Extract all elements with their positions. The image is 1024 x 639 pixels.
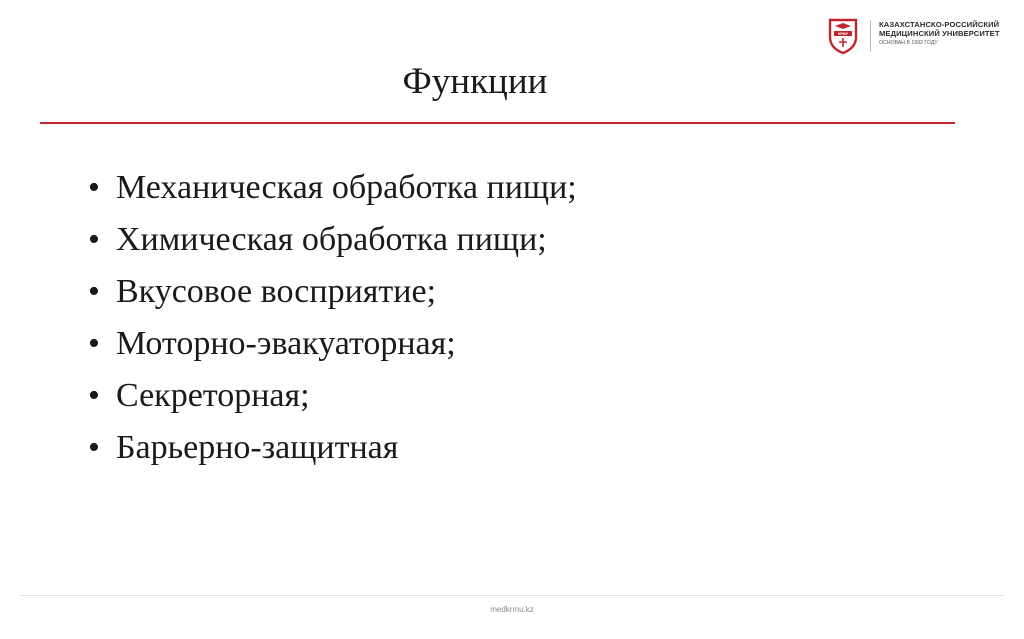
list-item [88,370,577,422]
bullet-icon: • [88,429,100,466]
slide-title: Функции [402,61,548,102]
title-underline [40,122,955,124]
list-item [88,266,577,318]
list-item [88,214,577,266]
university-name-line1: КАЗАХСТАНСКО-РОССИЙСКИЙ [879,20,1000,29]
university-name [879,20,1019,38]
university-logo [826,17,1016,61]
list-item-text: Моторно-эвакуаторная; [116,325,456,362]
list-item-text: Вкусовое восприятие; [116,273,437,310]
list-item-text: Барьерно-защитная [116,429,399,466]
list-item [88,422,577,474]
logo-divider [870,20,871,52]
bullet-icon: • [88,273,100,310]
university-name-line2: МЕДИЦИНСКИЙ УНИВЕРСИТЕТ [879,29,1000,38]
list-item-text: Химическая обработка пищи; [116,221,547,258]
bullet-icon: • [88,377,100,414]
footer-divider [20,595,1004,596]
university-emblem-icon [826,17,860,55]
list-item [88,162,577,214]
list-item [88,318,577,370]
emblem-text: КРМУ [838,32,848,37]
function-list [88,162,577,474]
university-founded: ОСНОВАН В 1992 ГОДУ [879,40,938,46]
bullet-icon: • [88,221,100,258]
list-item-text: Механическая обработка пищи; [116,169,577,206]
list-item-text: Секреторная; [116,377,310,414]
bullet-icon: • [88,169,100,206]
footer-url: medkrmu.kz [490,605,534,614]
bullet-icon: • [88,325,100,362]
